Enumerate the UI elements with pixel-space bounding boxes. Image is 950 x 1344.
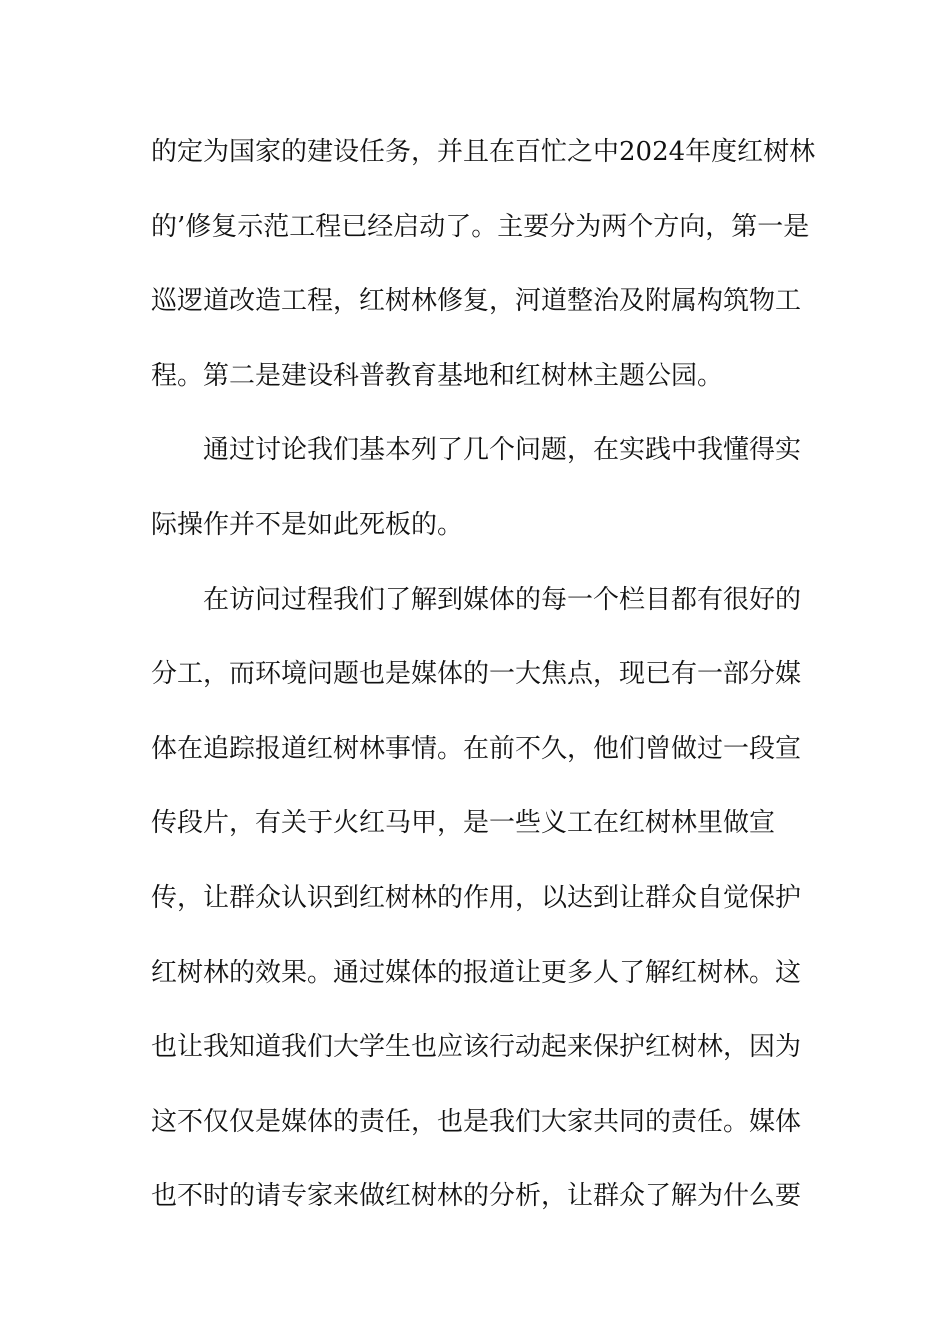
text-line: 际操作并不是如此死板的。 bbox=[151, 509, 464, 540]
text-line: 的’修复示范工程已经启动了。主要分为两个方向，第一是 bbox=[151, 211, 810, 242]
text-line: 传段片，有关于火红马甲，是一些义工在红树林里做宣 bbox=[151, 808, 776, 839]
paragraph-first-line: 通过讨论我们基本列了几个问题，在实践中我懂得实 bbox=[203, 435, 802, 466]
text-line: 分工，而环境问题也是媒体的一大焦点，现已有一部分媒 bbox=[151, 659, 802, 690]
text-line: 这不仅仅是媒体的责任，也是我们大家共同的责任。媒体 bbox=[151, 1106, 802, 1137]
text-line: 也让我知道我们大学生也应该行动起来保护红树林，因为 bbox=[151, 1032, 802, 1063]
paragraph-first-line: 在访问过程我们了解到媒体的每一个栏目都有很好的 bbox=[203, 584, 802, 615]
text-line: 的定为国家的建设任务，并且在百忙之中2024年度红树林 bbox=[151, 137, 816, 167]
text-line: 巡逻道改造工程，红树林修复，河道整治及附属构筑物工 bbox=[151, 286, 802, 317]
text-line: 体在追踪报道红树林事情。在前不久，他们曾做过一段宣 bbox=[151, 733, 802, 764]
text-line: 传，让群众认识到红树林的作用，以达到让群众自觉保护 bbox=[151, 882, 802, 913]
text-line: 也不时的请专家来做红树林的分析，让群众了解为什么要 bbox=[151, 1181, 802, 1212]
document-body bbox=[151, 127, 816, 1246]
text-line: 程。第二是建设科普教育基地和红树林主题公园。 bbox=[151, 360, 724, 391]
text-line: 红树林的效果。通过媒体的报道让更多人了解红树林。这 bbox=[151, 957, 802, 988]
